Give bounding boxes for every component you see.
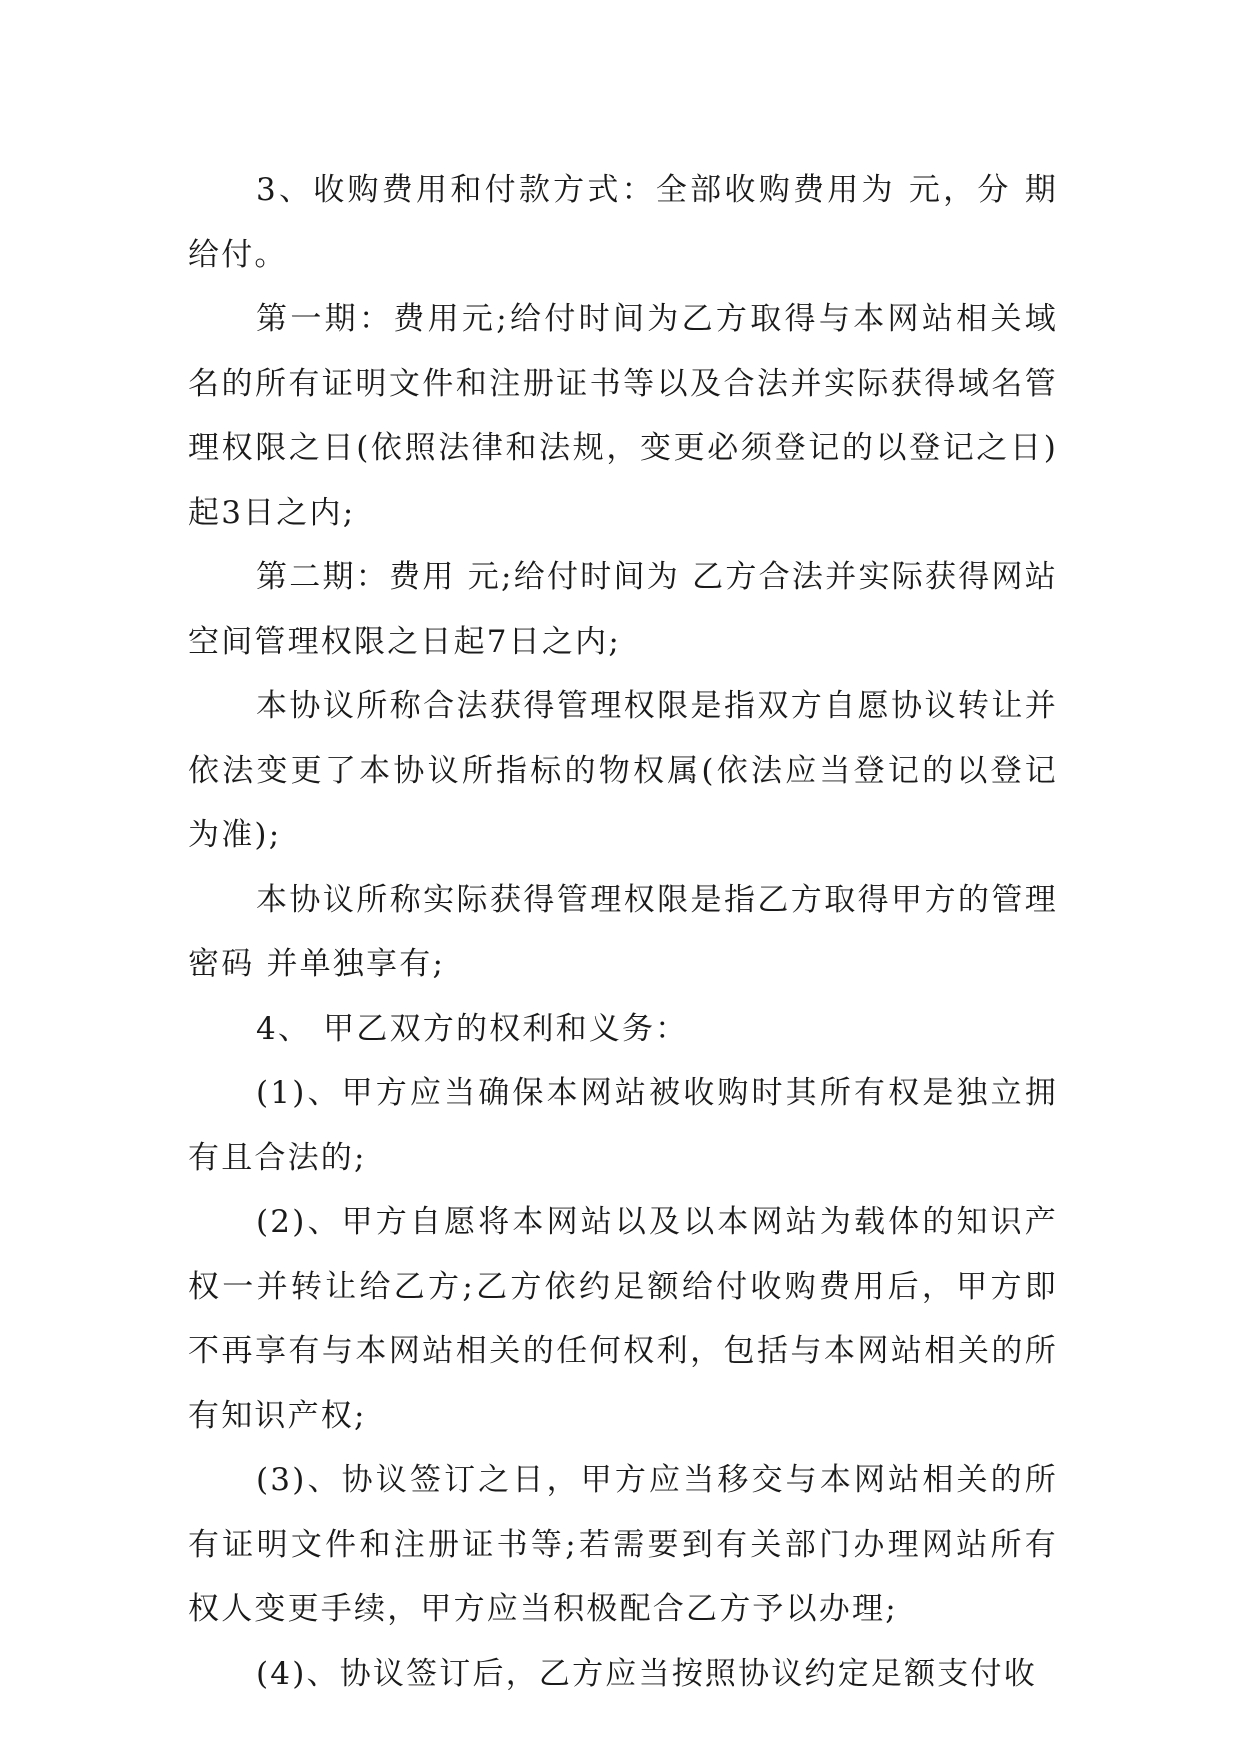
paragraph-clause-4: (4)、协议签订后，乙方应当按照协议约定足额支付收: [256, 1655, 1037, 1692]
paragraph-actual-permission-definition: 本协议所称实际获得管理权限是指乙方取得甲方的管理密码 并单独享有;: [188, 881, 1058, 982]
paragraph-payment-terms: 3、收购费用和付款方式：全部收购费用为 元，分 期给付。: [188, 172, 1058, 273]
paragraph-clause-2: (2)、甲方自愿将本网站以及以本网站为载体的知识产权一并转让给乙方;乙方依约足额给付收购费用后，甲方即不再享有与本网站相关的任何权利，包括与本网站相关的所有知识产权;: [188, 1204, 1058, 1434]
paragraph-rights-obligations-heading: 4、 甲乙双方的权利和义务：: [256, 1010, 689, 1047]
paragraph-second-installment: 第二期：费用 元;给付时间为 乙方合法并实际获得网站空间管理权限之日起7日之内;: [188, 559, 1058, 660]
paragraph-first-installment: 第一期：费用元;给付时间为乙方取得与本网站相关域名的所有证明文件和注册证书等以及合法并实际获得域名管理权限之日(依照法律和法规，变更必须登记的以登记之日)起3日之内;: [188, 301, 1058, 531]
paragraph-clause-3: (3)、协议签订之日，甲方应当移交与本网站相关的所有证明文件和注册证书等;若需要到有关部门办理网站所有权人变更手续，甲方应当积极配合乙方予以办理;: [188, 1462, 1058, 1627]
paragraph-legal-permission-definition: 本协议所称合法获得管理权限是指双方自愿协议转让并依法变更了本协议所指标的物权属(依法应当登记的以登记为准);: [188, 688, 1058, 853]
document-body: [188, 158, 1058, 1706]
paragraph-clause-1: (1)、甲方应当确保本网站被收购时其所有权是独立拥有且合法的;: [188, 1075, 1058, 1176]
